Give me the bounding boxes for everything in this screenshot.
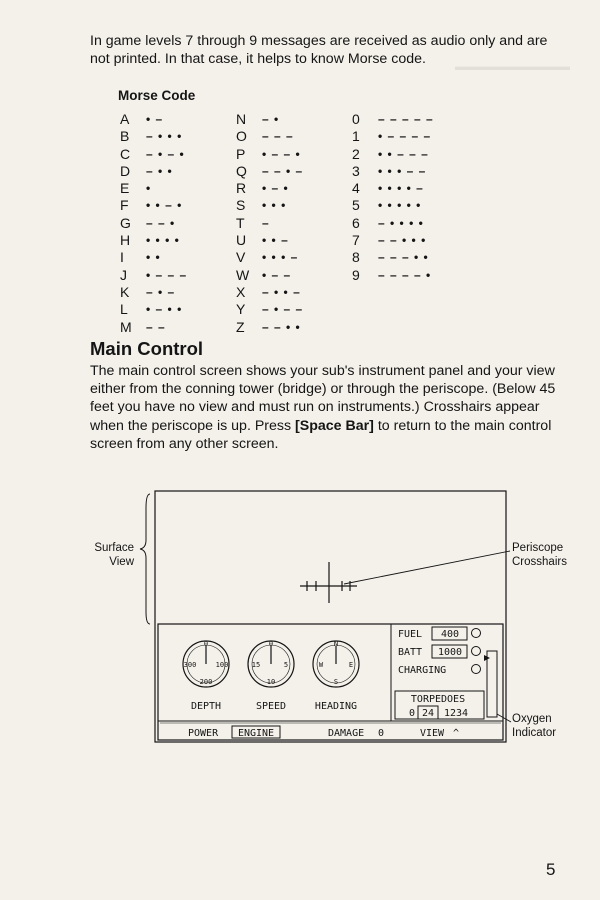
morse-symbol: – • • • (146, 129, 183, 144)
morse-symbol: • • • • – (378, 181, 424, 196)
torpedoes-label: TORPEDOES (410, 694, 466, 705)
morse-character: H (120, 232, 131, 249)
morse-symbol: – – – (262, 129, 294, 144)
morse-column-digits (352, 111, 434, 284)
periscope-crosshairs (300, 562, 357, 603)
morse-symbol: – – – • • (378, 250, 429, 265)
morse-character: 2 (352, 145, 360, 162)
morse-entry (352, 111, 434, 128)
heading-tick-n: N (333, 640, 339, 648)
batt-indicator-light (472, 647, 481, 656)
morse-entry (236, 301, 303, 318)
morse-column-letters-n-z (236, 111, 303, 336)
morse-character: A (120, 111, 130, 127)
morse-character: T (236, 214, 245, 231)
main-control-paragraph (90, 362, 560, 453)
morse-column-letters-a-m (120, 111, 187, 336)
power-label: POWER (188, 728, 219, 739)
morse-symbol: • (146, 181, 152, 196)
bleed-through-texture: ▬▬▬▬▬▬▬▬▬▬ (455, 61, 570, 73)
morse-symbol: • • – (262, 233, 289, 248)
morse-symbol: • • – • (146, 198, 183, 213)
morse-symbol: • • • – (262, 250, 299, 265)
speed-tick-10: 10 (266, 678, 276, 686)
morse-character: L (120, 301, 128, 318)
morse-symbol: • • • • • (378, 198, 422, 213)
morse-entry (120, 128, 187, 145)
morse-entry (236, 128, 303, 145)
morse-entry (236, 319, 303, 336)
morse-symbol: • • • (262, 198, 287, 213)
morse-entry (120, 301, 187, 318)
morse-character: O (236, 128, 247, 145)
speed-label: SPEED (255, 701, 287, 712)
morse-entry (236, 215, 303, 232)
morse-entry (120, 180, 187, 197)
heading-tick-w: W (318, 661, 324, 669)
morse-symbol: – – • • (262, 319, 301, 334)
morse-symbol: • • • – – (378, 163, 427, 178)
morse-entry (236, 267, 303, 284)
morse-entry (352, 128, 434, 145)
morse-entry (236, 249, 303, 266)
morse-symbol: – • • • • (378, 215, 424, 230)
morse-entry (352, 215, 434, 232)
power-value: ENGINE (237, 728, 275, 739)
depth-tick-200: 200 (199, 678, 213, 686)
view-arrow: ^ (453, 728, 460, 739)
morse-character: 9 (352, 266, 360, 283)
morse-entry (120, 197, 187, 214)
morse-character: B (120, 128, 130, 145)
morse-entry (352, 180, 434, 197)
morse-entry (236, 232, 303, 249)
morse-symbol: • – – – – (378, 129, 432, 144)
morse-entry (236, 111, 303, 128)
morse-entry (236, 146, 303, 163)
morse-character: F (120, 197, 129, 214)
morse-entry (236, 197, 303, 214)
morse-character: N (236, 111, 247, 127)
body-text-part-2: to return to the main control screen from any other screen. (90, 417, 552, 452)
morse-entry (120, 146, 187, 163)
torpedo-tubes: 1234 (443, 708, 469, 719)
morse-symbol: – – • (146, 215, 176, 230)
surface-view-callout-line-1: Surface (94, 542, 134, 554)
charging-label: CHARGING (398, 665, 447, 676)
morse-character: 4 (352, 180, 360, 197)
morse-symbol: – – • – (262, 163, 304, 178)
morse-symbol: – • • (146, 163, 173, 178)
periscope-callout-line-2: Crosshairs (512, 556, 567, 568)
batt-label: BATT (398, 647, 423, 658)
periscope-callout-line-1: Periscope (512, 542, 564, 554)
morse-character: K (120, 283, 130, 300)
morse-entry (352, 146, 434, 163)
damage-value: 0 (378, 728, 385, 739)
morse-character: 3 (352, 162, 360, 179)
torpedoes-count: 24 (421, 708, 435, 719)
morse-character: M (120, 318, 132, 335)
view-label: VIEW (420, 728, 445, 739)
speed-tick-15: 15 (251, 661, 261, 669)
morse-entry (352, 232, 434, 249)
morse-symbol: – – (146, 319, 166, 334)
morse-code-title: Morse Code (118, 88, 196, 103)
morse-character: P (236, 145, 246, 162)
morse-character: 0 (352, 111, 360, 127)
morse-symbol: – • – (146, 284, 176, 299)
morse-entry (120, 232, 187, 249)
heading-label: HEADING (314, 701, 358, 712)
fuel-indicator-light (472, 629, 481, 638)
morse-entry (352, 249, 434, 266)
oxygen-callout-line-2: Indicator (512, 727, 557, 739)
morse-symbol: – • – – (262, 302, 304, 317)
morse-character: J (120, 266, 127, 283)
morse-symbol: – (262, 215, 270, 230)
damage-label: DAMAGE (328, 728, 365, 739)
morse-entry (352, 197, 434, 214)
morse-symbol: – – – – – (378, 112, 434, 126)
morse-character: D (120, 162, 131, 179)
intro-paragraph: In game levels 7 through 9 messages are received as audio only and are not printed. In that case, it helps to know Morse code. (90, 33, 548, 67)
main-control-heading: Main Control (90, 338, 204, 359)
depth-tick-0: 0 (203, 640, 209, 648)
morse-entry (352, 163, 434, 180)
charging-indicator-light (472, 665, 481, 674)
morse-symbol: • • (146, 250, 161, 265)
morse-symbol: – • – • (146, 146, 185, 161)
heading-tick-e: E (348, 661, 354, 669)
morse-symbol: • – (146, 112, 164, 126)
morse-symbol: – – – – • (378, 267, 432, 282)
morse-entry (120, 267, 187, 284)
morse-entry (120, 111, 187, 128)
surface-view-bracket (140, 494, 150, 624)
depth-tick-100: 100 (215, 661, 229, 669)
morse-character: C (120, 145, 131, 162)
morse-entry (120, 215, 187, 232)
fuel-value: 400 (440, 629, 460, 640)
morse-character: G (120, 214, 131, 231)
depth-tick-300: 300 (183, 661, 197, 669)
morse-character: U (236, 232, 247, 249)
speed-tick-5: 5 (283, 661, 289, 669)
morse-character: Q (236, 162, 247, 179)
morse-symbol: – – • • • (378, 233, 427, 248)
heading-tick-s: S (333, 678, 339, 686)
morse-entry (120, 163, 187, 180)
morse-character: Z (236, 318, 245, 335)
oxygen-callout-line-1: Oxygen (512, 713, 552, 725)
morse-character: E (120, 180, 130, 197)
morse-character: 7 (352, 232, 360, 249)
morse-character: S (236, 197, 246, 214)
oxygen-indicator-bar (487, 651, 497, 717)
page-number: 5 (546, 860, 556, 879)
morse-entry (352, 267, 434, 284)
batt-value: 1000 (437, 647, 463, 658)
morse-character: W (236, 266, 250, 283)
morse-entry (120, 249, 187, 266)
fuel-label: FUEL (398, 629, 423, 640)
morse-character: X (236, 283, 246, 300)
morse-character: V (236, 249, 246, 266)
depth-label: DEPTH (190, 701, 222, 712)
surface-view-callout-line-2: View (109, 556, 134, 568)
morse-character: Y (236, 301, 246, 318)
morse-symbol: • – – – (146, 267, 188, 282)
body-text-part-1: The main control screen shows your sub's instrument panel and your view either from the conning tower (bridge) or through the periscope. (Below 45 feet you have no view and must run on instruments.) Crosshairs appear when the periscope is up. Press (90, 363, 556, 434)
torpedoes-left: 0 (408, 708, 416, 719)
morse-entry (236, 284, 303, 301)
morse-character: 1 (352, 128, 360, 145)
morse-symbol: • – – (262, 267, 292, 282)
morse-symbol: • • – – – (378, 146, 429, 161)
morse-symbol: • – – • (262, 146, 301, 161)
morse-character: 8 (352, 249, 360, 266)
morse-symbol: • – • • (146, 302, 183, 317)
morse-symbol: • – • (262, 181, 289, 196)
morse-character: 5 (352, 197, 360, 214)
morse-entry (120, 284, 187, 301)
morse-character: I (120, 249, 124, 266)
space-bar-key: [Space Bar] (295, 417, 374, 434)
morse-symbol: • • • • (146, 233, 180, 248)
morse-entry (236, 163, 303, 180)
periscope-leader-line (344, 551, 510, 584)
morse-character: 6 (352, 214, 360, 231)
morse-symbol: – • (262, 112, 280, 126)
speed-tick-0: 0 (268, 640, 274, 648)
main-control-screen-diagram (0, 470, 600, 750)
morse-entry (236, 180, 303, 197)
morse-character: R (236, 180, 247, 197)
morse-entry (120, 319, 187, 336)
morse-symbol: – • • – (262, 284, 301, 299)
